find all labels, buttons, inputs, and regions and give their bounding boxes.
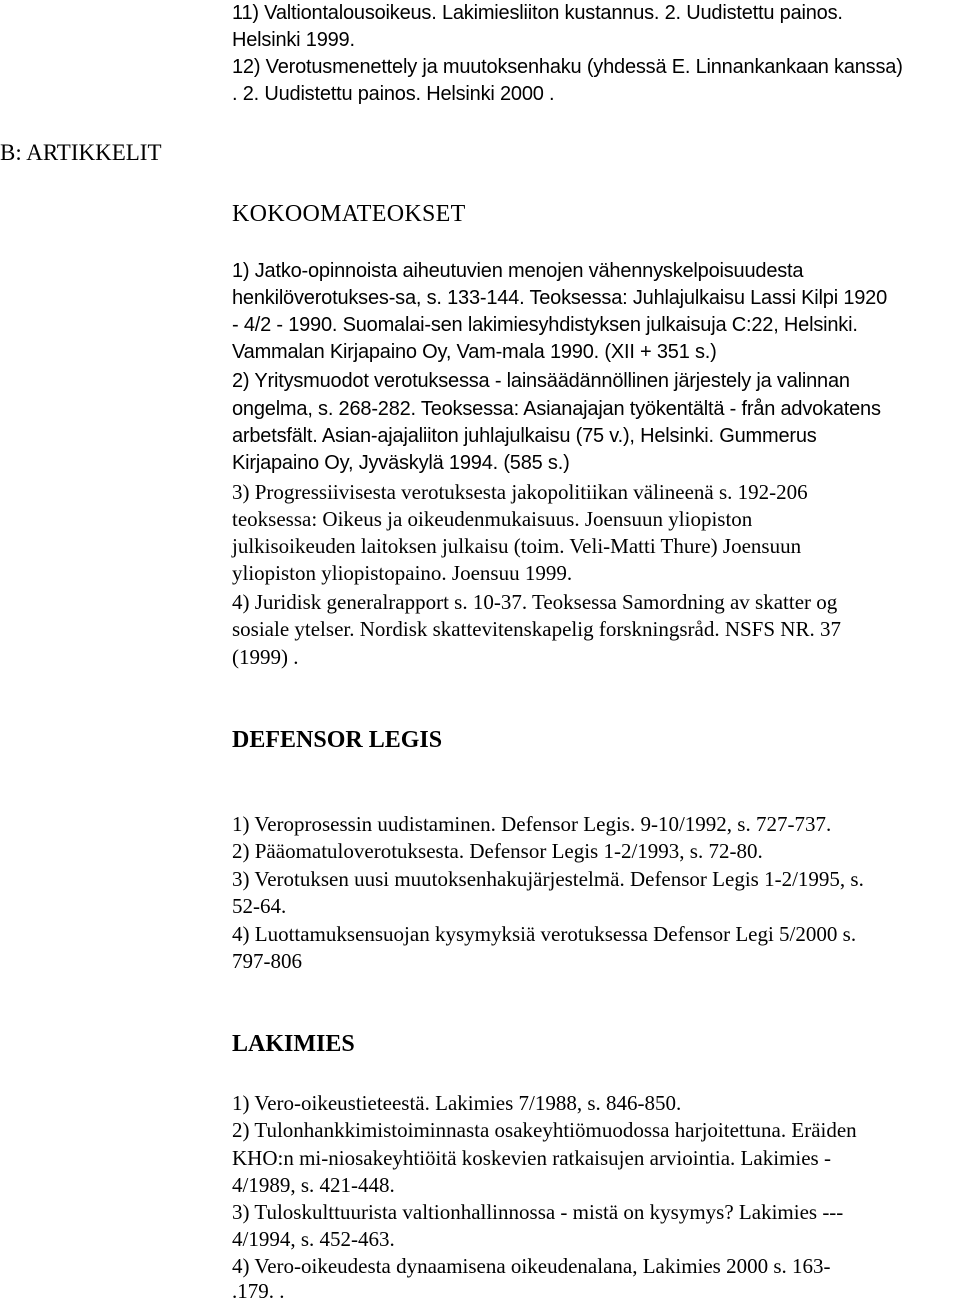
- entry-line: Kirjapaino Oy, Jyväskylä 1994. (585 s.): [232, 452, 570, 474]
- subsection-heading: LAKIMIES: [232, 1031, 355, 1057]
- entry-line: Vammalan Kirjapaino Oy, Vam-mala 1990. (XII + 351 s.): [232, 341, 717, 363]
- entry-line: 52-64.: [232, 894, 287, 918]
- list-line: Helsinki 1999.: [232, 29, 355, 51]
- entry-line: .179. .: [232, 1279, 285, 1303]
- entry-line: 2) Tulonhankkimistoiminnasta osakeyhtiömuodossa harjoitettuna. Eräiden: [232, 1118, 857, 1142]
- entry-line: 1) Jatko-opinnoista aiheutuvien menojen vähennyskelpoisuudesta: [232, 260, 804, 282]
- list-line: 12) Verotusmenettely ja muutoksenhaku (yhdessä E. Linnankankaan kanssa): [232, 56, 903, 78]
- entry-line: sosiale ytelser. Nordisk skattevitenskapelig forskningsråd. NSFS NR. 37: [232, 617, 841, 641]
- entry-line: 4) Luottamuksensuojan kysymyksiä verotuksessa Defensor Legi 5/2000 s.: [232, 922, 857, 946]
- subsection-heading: KOKOOMATEOKSET: [232, 201, 466, 227]
- entry-line: 3) Progressiivisesta verotuksesta jakopolitiikan välineenä s. 192-206: [232, 480, 808, 504]
- section-heading-articles: B: ARTIKKELIT: [0, 140, 162, 165]
- list-line: . 2. Uudistettu painos. Helsinki 2000 .: [232, 83, 555, 105]
- entry-line: teoksessa: Oikeus ja oikeudenmukaisuus. Joensuun yliopiston: [232, 507, 753, 531]
- entry-line: 4) Vero-oikeudesta dynaamisena oikeudenalana, Lakimies 2000 s. 163-: [232, 1254, 831, 1278]
- entry-line: 4/1989, s. 421-448.: [232, 1173, 395, 1197]
- entry-line: arbetsfält. Asian-ajajaliiton juhlajulkaisu (75 v.), Helsinki. Gummerus: [232, 425, 817, 447]
- entry-line: yliopiston yliopistopaino. Joensuu 1999.: [232, 561, 573, 585]
- entry-line: henkilöverotukses-sa, s. 133-144. Teoksessa: Juhlajulkaisu Lassi Kilpi 1920: [232, 287, 888, 309]
- entry-line: 3) Verotuksen uusi muutoksenhakujärjestelmä. Defensor Legis 1-2/1995, s.: [232, 867, 864, 891]
- list-line: 11) Valtiontalousoikeus. Lakimiesliiton kustannus. 2. Uudistettu painos.: [232, 2, 843, 24]
- subsection-heading: DEFENSOR LEGIS: [232, 727, 443, 753]
- entry-line: 797-806: [232, 949, 302, 973]
- entry-line: 2) Pääomatuloverotuksesta. Defensor Legis 1-2/1993, s. 72-80.: [232, 839, 763, 863]
- entry-line: - 4/2 - 1990. Suomalai-sen lakimiesyhdistyksen julkaisuja C:22, Helsinki.: [232, 314, 858, 336]
- entry-line: 2) Yritysmuodot verotuksessa - lainsäädännöllinen järjestely ja valinnan: [232, 370, 850, 392]
- entry-line: 4) Juridisk generalrapport s. 10-37. Teoksessa Samordning av skatter og: [232, 590, 838, 614]
- entry-line: (1999) .: [232, 645, 299, 669]
- entry-line: KHO:n mi-niosakeyhtiöitä koskevien ratkaisujen arviointia. Lakimies -: [232, 1146, 831, 1170]
- entry-line: 1) Veroprosessin uudistaminen. Defensor Legis. 9-10/1992, s. 727-737.: [232, 812, 832, 836]
- entry-line: 3) Tuloskulttuurista valtionhallinnossa - mistä on kysymys? Lakimies ---: [232, 1200, 844, 1224]
- entry-line: ongelma, s. 268-282. Teoksessa: Asianajajan työkentältä - från advokatens: [232, 398, 881, 420]
- entry-line: 4/1994, s. 452-463.: [232, 1227, 395, 1251]
- entry-line: 1) Vero-oikeustieteestä. Lakimies 7/1988, s. 846-850.: [232, 1091, 682, 1115]
- entry-line: julkisoikeuden laitoksen julkaisu (toim. Veli-Matti Thure) Joensuun: [232, 534, 802, 558]
